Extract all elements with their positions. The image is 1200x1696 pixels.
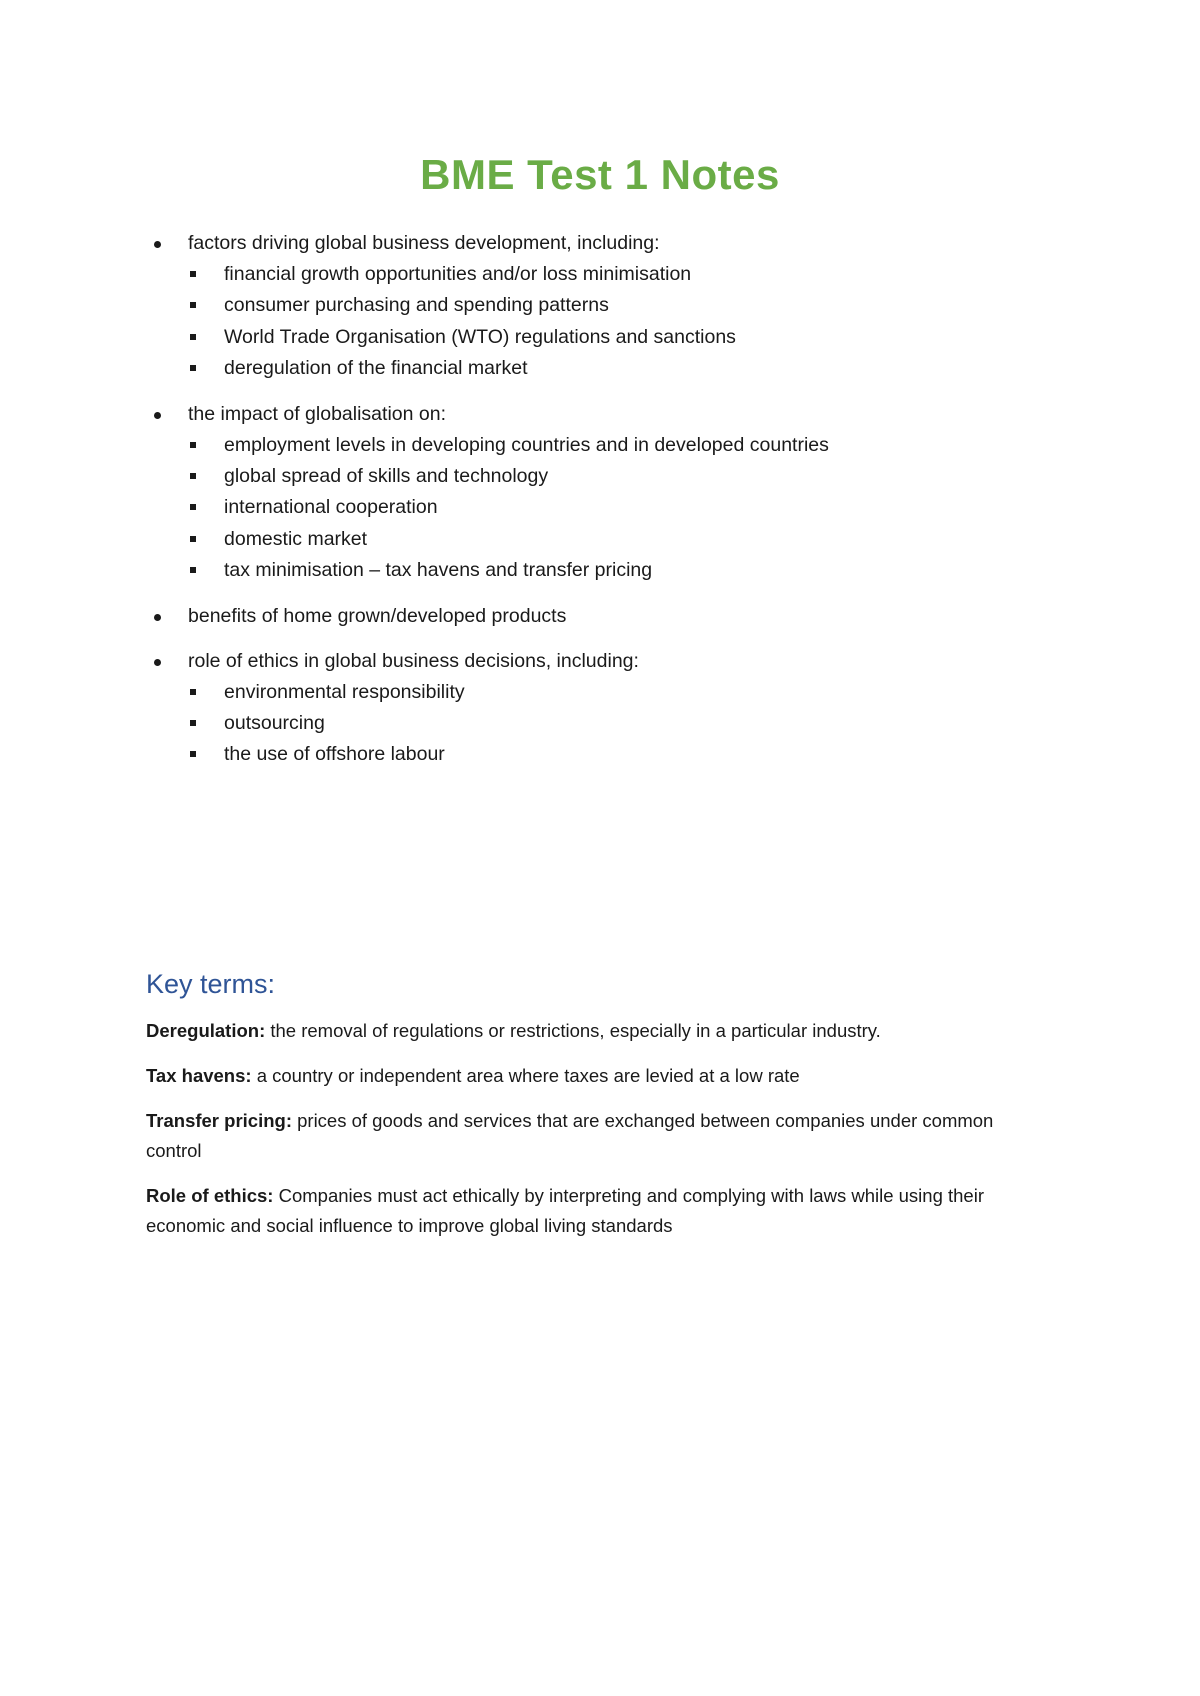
subtopic-item: environmental responsibility [150, 677, 1110, 708]
term-definition: a country or independent area where taxes are levied at a low rate [251, 1065, 800, 1086]
key-term-entry [146, 1106, 1046, 1166]
key-term-entry [146, 1061, 1046, 1091]
square-bullet-icon [190, 689, 196, 695]
key-terms-heading: Key terms: [146, 969, 276, 999]
square-bullet-icon [190, 504, 196, 510]
square-bullet-icon [190, 567, 196, 573]
subtopic-item: employment levels in developing countries and in developed countries [150, 430, 1110, 461]
bullet-icon [154, 659, 161, 666]
subtopic-item: World Trade Organisation (WTO) regulations and sanctions [150, 322, 1110, 353]
square-bullet-icon [190, 442, 196, 448]
square-bullet-icon [190, 271, 196, 277]
subtopic-item: international cooperation [150, 492, 1110, 523]
term-definition: Companies must act ethically by interpreting and complying with laws while using their economic and social influence to improve global living standards [146, 1185, 984, 1236]
topic-text: role of ethics in global business decisions, including: [188, 649, 639, 672]
subtopic-list [150, 259, 1110, 385]
topic-item [150, 399, 1110, 587]
square-bullet-icon [190, 365, 196, 371]
topic-text: the impact of globalisation on: [188, 402, 446, 425]
subtopic-list [150, 677, 1110, 771]
subtopic-item: domestic market [150, 524, 1110, 555]
key-terms-list [146, 1016, 1046, 1256]
topic-text: factors driving global business development, including: [188, 232, 660, 254]
topic-item [150, 601, 1110, 632]
term-definition: prices of goods and services that are exchanged between companies under common control [146, 1110, 994, 1161]
subtopic-item: consumer purchasing and spending patterns [150, 290, 1110, 321]
subtopic-item: financial growth opportunities and/or loss minimisation [150, 259, 1110, 290]
bullet-icon [154, 614, 161, 621]
topic-item [150, 646, 1110, 771]
term-name: Role of ethics: [146, 1185, 274, 1206]
document-title: BME Test 1 Notes [420, 151, 780, 198]
bullet-icon [154, 241, 161, 248]
topic-item [150, 228, 1110, 385]
term-definition: the removal of regulations or restrictions, especially in a particular industry. [265, 1020, 881, 1041]
topic-outline [150, 228, 1110, 785]
topic-text: benefits of home grown/developed products [188, 604, 567, 627]
term-name: Tax havens: [146, 1065, 252, 1086]
term-name: Deregulation: [146, 1020, 266, 1041]
subtopic-item: tax minimisation – tax havens and transfer pricing [150, 555, 1110, 586]
square-bullet-icon [190, 334, 196, 340]
subtopic-item: outsourcing [150, 708, 1110, 739]
square-bullet-icon [190, 751, 196, 757]
subtopic-item: the use of offshore labour [150, 739, 1110, 770]
subtopic-list [150, 430, 1110, 587]
square-bullet-icon [190, 473, 196, 479]
square-bullet-icon [190, 536, 196, 542]
key-term-entry [146, 1016, 1046, 1046]
square-bullet-icon [190, 302, 196, 308]
subtopic-item: deregulation of the financial market [150, 353, 1110, 384]
key-term-entry [146, 1181, 1046, 1241]
bullet-icon [154, 412, 161, 419]
term-name: Transfer pricing: [146, 1110, 292, 1131]
square-bullet-icon [190, 720, 196, 726]
subtopic-item: global spread of skills and technology [150, 461, 1110, 492]
